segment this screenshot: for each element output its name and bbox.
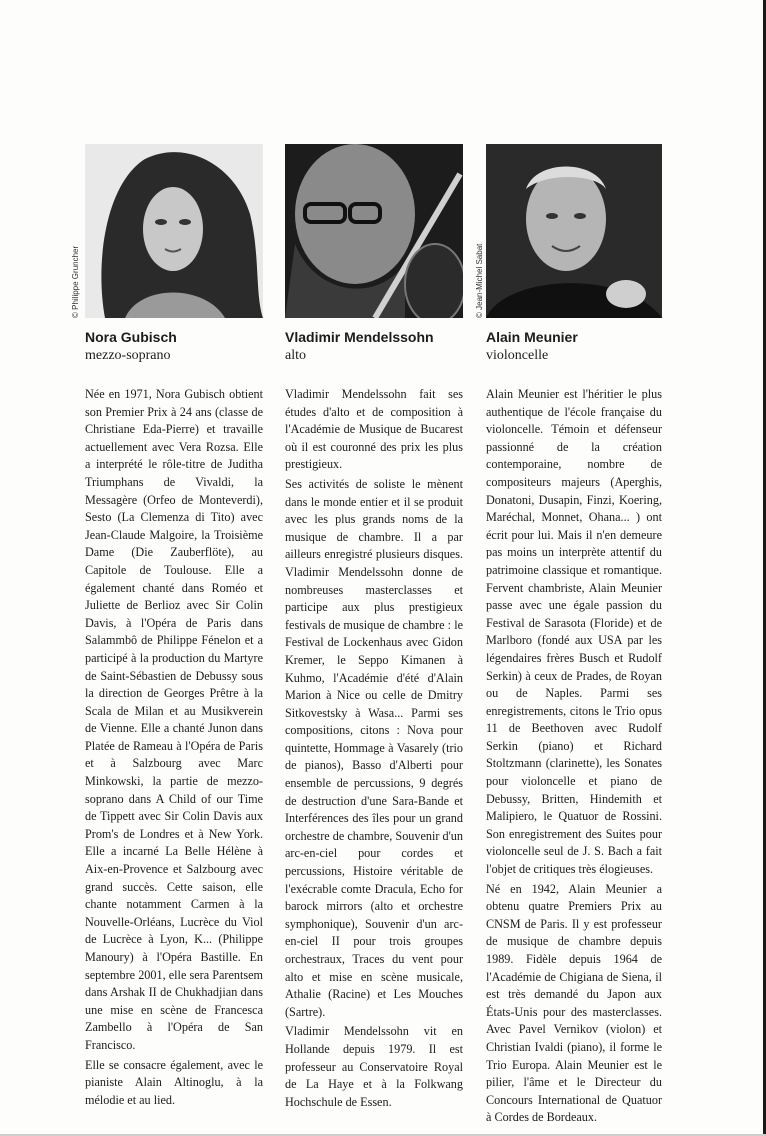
bio-paragraph: Vladimir Mendelssohn fait ses études d'alto et de composition à l'Académie de Musique de Bucarest où il est couronné des prix les plus prestigieux.	[285, 387, 463, 472]
bio-paragraph: Ses activités de soliste le mènent dans le monde entier et il se produit avec les plus grands noms de la musique de chambre. Il a par ailleurs enregistré plusieurs disques. Vladimir Mendelssohn donne de nombreuses masterclasses et participe aux plus prestigieux festivals de musique de chambre : le Festival de Lockenhaus avec Gidon Kremer, le Seppo Kimanen à Kuhmo, l'Académie d'été d'Alain Marion à Nice ou celle de Dmitry Sitkovestsky à Wasa... Parmi ses compositions, citons : Nova pour quintette, Hommage à Vasarely (trio de pianos), Basso d'Alberti pour ensemble de percussions, 9 degrés de destruction d'une Sara-Bande et Interférences des îles pour un grand orchestre de chambre, Souvenir d'un arc-en-ciel pour cordes et percussions, Histoire véritable de l'exécrable comte Dracula, Echo for barock mirrors (alto et orchestre symphonique), Souvenir d'un arc-en-ciel II pour trois groupes orchestraux, Traces du vent pour alto et mise en scène musicale, Athalie (Racine) et Les Mouches (Sartre).	[285, 476, 463, 1019]
bio-paragraph: Né en 1942, Alain Meunier a obtenu quatre Premiers Prix au CNSM de Paris. Il y est professeur de musique de chambre depuis 1989. Fidèle depuis 1964 de l'Académie de Chigiana de Siena, il est très demandé du Japon aux États-Unis pour des masterclasses. Avec Pavel Vernikov (violon) et Christian Ivaldi (piano), il forme le Trio Europa. Alain Meunier est le pilier, l'âme et le Directeur du Concours International de Quatuor à Cordes de Bordeaux.	[486, 881, 662, 1125]
artist-role: violoncelle	[486, 348, 549, 363]
artist-name: Alain Meunier	[486, 329, 578, 345]
bio-paragraph: Alain Meunier est l'héritier le plus authentique de l'école française du violoncelle. Témoin et défenseur passionné de la création contemporaine, nombre de compositeurs majeurs (Aperghis, Donatoni, Dusapin, Finzi, Koering, Maréchal, Monnet, Ohana... ) ont écrit pour lui. Mais il n'en demeure pas moins un interprète attentif du patrimoine classique et romantique. Fervent chambriste, Alain Meunier passe avec une égale passion du Festival de Sarasota (Floride) et de Marlboro (fondé aux USA par les légendaires frères Busch et Rudolf Serkin) à ceux de Prades, de Royan ou de Naples. Parmi ses enregistrements, citons le Trio opus 11 de Beethoven avec Rudolf Serkin (piano) et Richard Stoltzmann (clarinette), les Sonates pour violoncelle et piano de Debussy, Britten, Hindemith et Malipiero, le Quatuor de Rossini. Son enregistrement des Suites pour violoncelle seul de J. S. Bach a fait l'objet de critiques très élogieuses.	[486, 387, 662, 877]
artist-column-1	[85, 328, 263, 1111]
artist-column-2	[285, 328, 463, 1113]
photo-vladimir-mendelssohn	[285, 144, 463, 318]
photo-credit-right: © Jean-Michel Sabat	[475, 243, 484, 318]
artist-role: mezzo-soprano	[85, 348, 171, 363]
bio-paragraph: Elle se consacre également, avec le pianiste Alain Altinoglu, à la mélodie et au lied.	[85, 1057, 263, 1107]
photo-credit-left: © Philippe Gruncher	[71, 245, 80, 318]
bio-paragraph: Née en 1971, Nora Gubisch obtient son Premier Prix à 24 ans (classe de Christiane Eda-Pierre) et travaille actuellement avec Vera Rozsa. Elle a interprété le rôle-titre de Juditha Triumphans de Vivaldi, la Messagère (Orfeo de Monteverdi), Sesto (La Clemenza di Tito) avec Jean-Claude Malgoire, la Troisième Dame (Die Zauberflöte), au Capitole de Toulouse. Elle a également chanté dans Roméo et Juliette de Berlioz avec Sir Colin Davis, à l'Opéra de Paris dans Salammbô de Philippe Fénelon et a participé à la production du Martyre de Saint-Sébastien de Debussy sous la direction de Georges Prêtre à la Scala de Milan et au Musikverein de Vienne. Elle a chanté Junon dans Platée de Rameau à l'Opéra de Paris et à Salzbourg avec Marc Minkowski, la partie de mezzo-soprano dans A Child of our Time de Tippett avec Sir Colin Davis aux Prom's de Londres et à New York. Elle a incarné La Belle Hélène à Aix-en-Provence et Salzbourg avec grand succès. Cette saison, elle chante notamment Carmen à la Nouvelle-Orléans, Lucrèce du Viol de Lucrèce à Lyon, K... (Philippe Manoury) à l'Opéra Bastille. En septembre 2001, elle sera Parentsem dans Arshak II de Chukhadjian dans une mise en scène de Francesca Zambello à l'Opéra de San Francisco.	[85, 387, 263, 1052]
photo-nora-gubisch	[85, 144, 263, 318]
artist-name: Nora Gubisch	[85, 329, 177, 345]
photo-alain-meunier	[486, 144, 662, 318]
artist-name: Vladimir Mendelssohn	[285, 329, 434, 345]
artist-column-3	[486, 328, 662, 1129]
artist-bio	[285, 386, 463, 1111]
artist-bio	[85, 386, 263, 1109]
bio-paragraph: Vladimir Mendelssohn vit en Hollande depuis 1979. Il est professeur au Conservatoire Royal de La Haye et à la Folkwang Hochschule de Essen.	[285, 1024, 463, 1109]
artist-role: alto	[285, 348, 306, 363]
artist-bio	[486, 386, 662, 1127]
